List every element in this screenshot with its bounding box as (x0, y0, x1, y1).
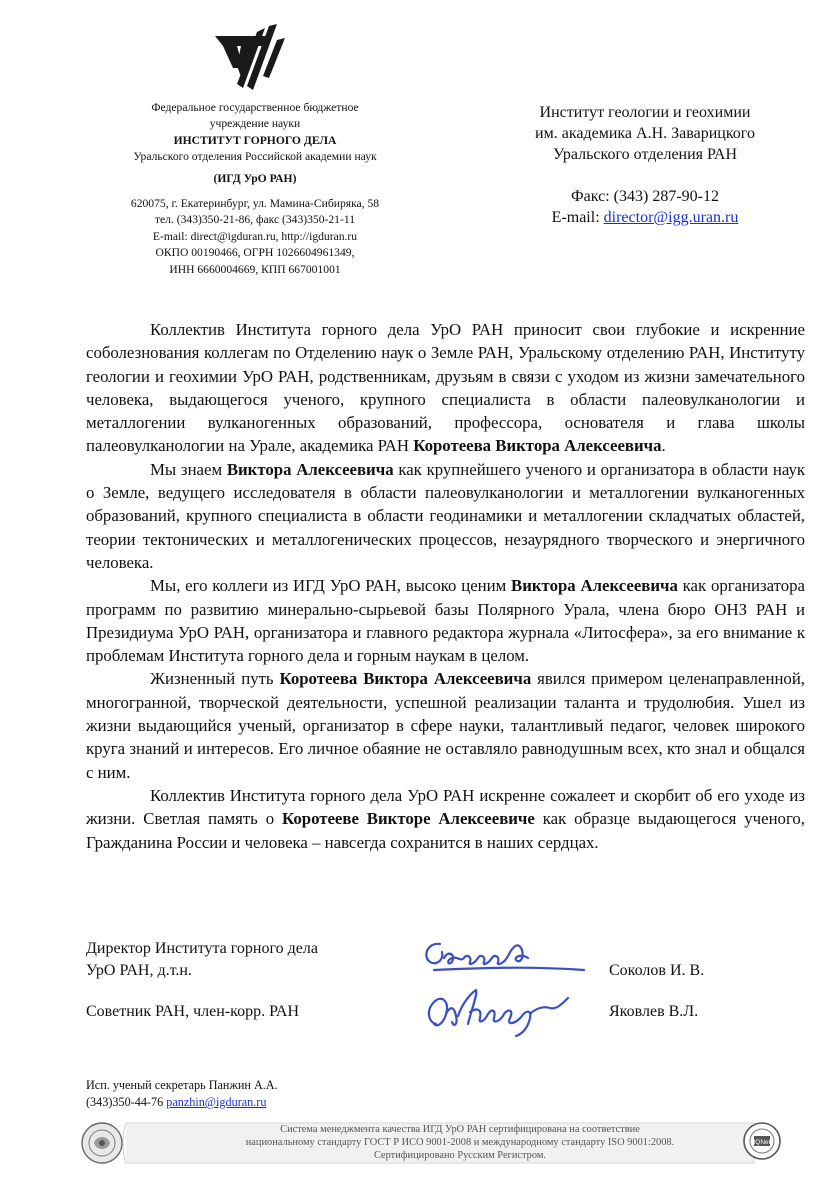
executor-block (86, 1077, 278, 1111)
paragraph-1 (86, 318, 805, 458)
recipient-line: Уральского отделения РАН (552, 146, 737, 163)
paragraph-text: как крупнейшего ученого и организатора в области наук о Земле, ведущего исследователя в области палеовулканологии и металлогении вулканогенных образований, крупного специалиста в области геодинамики и металлогении складчатых областей, теории тектонических и металлогенических процессов, незаурядного творческого и энергичного человека. (86, 459, 806, 572)
name-bold: Коротеева Виктора Алексеевича (279, 669, 532, 689)
letterhead-phone: тел. (343)350-21-86, факс (343)350-21-11 (154, 213, 356, 227)
director-title (86, 938, 318, 982)
iqnet-certification-icon (744, 1123, 780, 1159)
recipient-email-link[interactable]: director@igg.uran.ru (603, 209, 739, 226)
quality-line: Сертифицировано Русским Регистром. (373, 1149, 547, 1161)
director-signature-icon (418, 930, 588, 978)
letterhead-line: Уральского отделения Российской академии наук (133, 150, 377, 164)
paragraph-text: как организатора программ по развитию минерально-сырьевой базы Полярного Урала, члена бюро ОНЗ РАН и Президиума УрО РАН, организатора и главного редактора журнала «Литосфера», за его внимание к проблемам Института горного дела и горным наукам в целом. (86, 576, 806, 666)
paragraph-2 (86, 458, 805, 574)
letterhead-address: 620075, г. Екатеринбург, ул. Мамина-Сибиряка, 58 (130, 197, 380, 211)
recipient-fax: Факс: (343) 287-90-12 (571, 188, 719, 205)
institute-abbr: (ИГД УрО РАН) (213, 171, 297, 185)
name-bold: Коротееве Викторе Алексеевиче (282, 809, 535, 829)
paragraph-5 (86, 784, 805, 854)
letterhead (96, 100, 414, 278)
director-title-line: УрО РАН, д.т.н. (86, 962, 192, 979)
svg-text:IQNet: IQNet (753, 1139, 771, 1146)
letterhead-line: учреждение науки (209, 117, 301, 131)
recipient-line: Институт геологии и геохимии (539, 104, 751, 121)
paragraph-text: Коллектив Института горного дела УрО РАН искренне сожалеет и скорбит об его уходе из жизни. Светлая память о (86, 785, 805, 829)
email-label: E-mail: (551, 209, 604, 226)
recipient-email-line (500, 207, 790, 228)
paragraph-4 (86, 667, 805, 783)
letterhead-email: E-mail: direct@igduran.ru, http://igduran.ru (152, 229, 358, 243)
advisor-name: Яковлев В.Л. (609, 1003, 699, 1020)
advisor-title: Советник РАН, член-корр. РАН (86, 1003, 300, 1020)
director-title-line: Директор Института горного дела (86, 940, 318, 957)
name-bold: Виктора Алексеевича (511, 576, 678, 596)
russian-register-seal-icon (82, 1123, 122, 1163)
paragraph-text: Мы, его коллеги из ИГД УрО РАН, высоко ценим (150, 576, 512, 596)
recipient-line: им. академика А.Н. Заварицкого (535, 125, 755, 142)
advisor-signature-icon (418, 984, 608, 1040)
paragraph-text: как образце выдающегося ученого, Гражданина России и человека – навсегда сохранится в наших сердцах. (86, 809, 805, 852)
quality-line: Система менеджмента качества ИГД УрО РАН сертифицирована на соответствие (280, 1124, 640, 1135)
executor-name: Исп. ученый секретарь Панжин А.А. (86, 1078, 278, 1092)
name-bold: Коротеева Виктора Алексеевича (413, 436, 662, 456)
letter-body (86, 318, 805, 854)
name-bold: Виктора Алексеевича (226, 459, 394, 479)
letterhead-line: Федеральное государственное бюджетное (151, 101, 359, 114)
institute-name: ИНСТИТУТ ГОРНОГО ДЕЛА (173, 133, 337, 147)
quality-certification (210, 1124, 710, 1162)
executor-email-link[interactable]: panzhin@igduran.ru (166, 1095, 267, 1109)
director-name: Соколов И. В. (609, 962, 705, 979)
letterhead-codes: ИНН 6660004669, КПП 667001001 (169, 262, 341, 276)
executor-contact (86, 1094, 278, 1111)
paragraph-text: явился примером целенаправленной, многогранной, творческой деятельности, успешной реализации таланта и трудолюбия. Ушел из жизни выдающийся ученый, организатор в сфере науки, талантливый педагог, человек широкого круга знаний и интересов. Его личное обаяние не оставляло равнодушным всех, кто знал и общался с ним. (86, 669, 805, 782)
executor-phone: (343)350-44-76 (86, 1095, 167, 1109)
letterhead-codes: ОКПО 00190466, ОГРН 1026604961349, (155, 246, 355, 260)
institute-logo-icon (213, 22, 289, 92)
paragraph-text: Мы знаем (150, 459, 227, 479)
paragraph-text: Коллектив Института горного дела УрО РАН приносит свои глубокие и искренние соболезнования коллегам по Отделению наук о Земле РАН, Уральскому отделению РАН, Институту геологии и геохимии УрО РАН, родственникам, друзьям в связи с уходом из жизни замечательного человека, выдающегося ученого, крупного специалиста в области палеовулканологии и металлогении вулканогенных образований, профессора, основателя и глава школы палеовулканологии на Урале, академика РАН (86, 320, 805, 456)
paragraph-3 (86, 574, 805, 667)
paragraph-text: Жизненный путь (150, 669, 280, 689)
recipient-block (500, 102, 790, 228)
paragraph-text: . (661, 436, 666, 456)
quality-line: национальному стандарту ГОСТ Р ИСО 9001-2008 и международному стандарту ISO 9001:2008. (245, 1136, 675, 1148)
